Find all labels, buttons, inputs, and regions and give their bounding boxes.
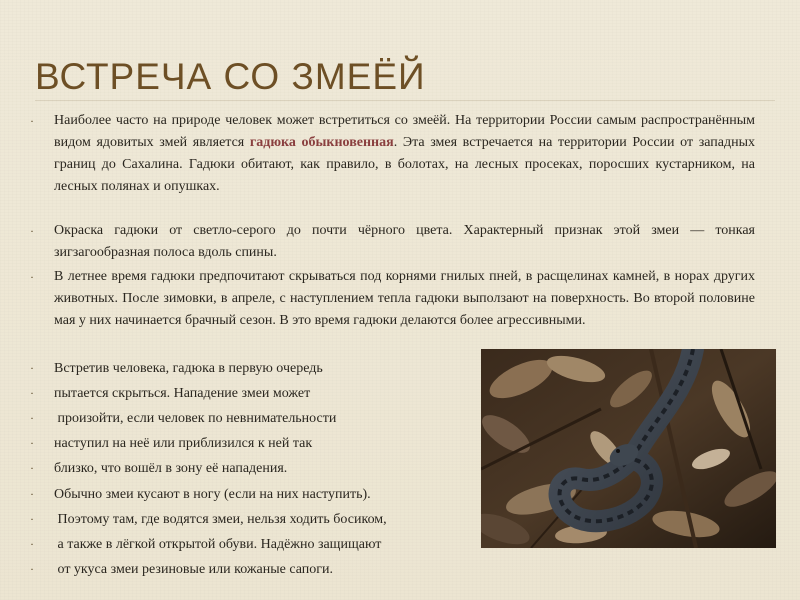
slide-title: ВСТРЕЧА СО ЗМЕЁЙ — [35, 56, 426, 97]
list-item — [30, 508, 387, 530]
bullet-marker: · — [30, 224, 34, 238]
list-item — [30, 357, 323, 379]
paragraph-habitat — [30, 110, 755, 198]
viper-illustration — [481, 349, 776, 548]
list-item — [30, 382, 310, 404]
paragraph-coloration-text: Окраска гадюки от светло-серого до почти чёрного цвета. Характерный признак этой змеи — тонкая зигзагообразная полоса вдоль спины. — [54, 223, 755, 260]
list-item-text: а также в лёгкой открытой обуви. Надёжно защищают — [54, 537, 382, 552]
paragraph-behavior-text: В летнее время гадюки предпочитают скрываться под корнями гнилых пней, в расщелинах камней, в норах других животных. После зимовки, в апреле, с наступлением тепла гадюки выползают на поверхность. Во второй половине мая у них начинается брачный сезон. В это время гадюки делаются более агрессивными. — [54, 269, 755, 328]
bullet-marker: · — [30, 487, 34, 501]
list-item — [30, 432, 312, 454]
list-item-text: от укуса змеи резиновые или кожаные сапоги. — [54, 562, 334, 577]
bullet-marker: · — [30, 537, 34, 551]
bullet-marker: · — [30, 461, 34, 475]
list-item-text: Встретив человека, гадюка в первую очередь — [54, 361, 323, 376]
list-item-text: произойти, если человек по невнимательности — [54, 411, 337, 426]
bullet-marker: · — [30, 436, 34, 450]
paragraph-habitat-text-start: Наиболее часто на природе человек может встретиться со змеёй. На территории России самым распространённым видом ядовитых змей является — [54, 113, 755, 150]
paragraph-coloration — [30, 220, 755, 264]
bullet-marker: · — [30, 361, 34, 375]
highlight-species-name: гадюка обыкновенная — [249, 135, 394, 150]
bullet-marker: · — [30, 512, 34, 526]
bullet-marker: · — [30, 386, 34, 400]
list-item-text: Поэтому там, где водятся змеи, нельзя ходить босиком, — [54, 512, 387, 527]
list-item — [30, 483, 371, 505]
list-item — [30, 533, 381, 555]
viper-photo — [481, 349, 776, 548]
list-item-text: наступил на неё или приблизился к ней так — [54, 436, 313, 451]
list-item — [30, 558, 333, 580]
title-divider — [35, 100, 775, 101]
list-item — [30, 407, 336, 429]
bullet-marker: · — [30, 114, 34, 128]
list-item-text: близко, что вошёл в зону её нападения. — [54, 461, 288, 476]
paragraph-behavior — [30, 266, 755, 332]
bullet-marker: · — [30, 562, 34, 576]
bullet-marker: · — [30, 270, 34, 284]
list-item-text: пытается скрыться. Нападение змеи может — [54, 386, 311, 401]
list-item-text: Обычно змеи кусают в ногу (если на них наступить). — [54, 487, 371, 502]
list-item — [30, 457, 287, 479]
paragraph-habitat-text-end: . Эта змея встречается на территории России от западных границ до Сахалина. Гадюки обитают, как правило, в болотах, на лесных просеках, поросших кустарником, на лесных полянах и опушках. — [54, 135, 755, 194]
bullet-marker: · — [30, 411, 34, 425]
